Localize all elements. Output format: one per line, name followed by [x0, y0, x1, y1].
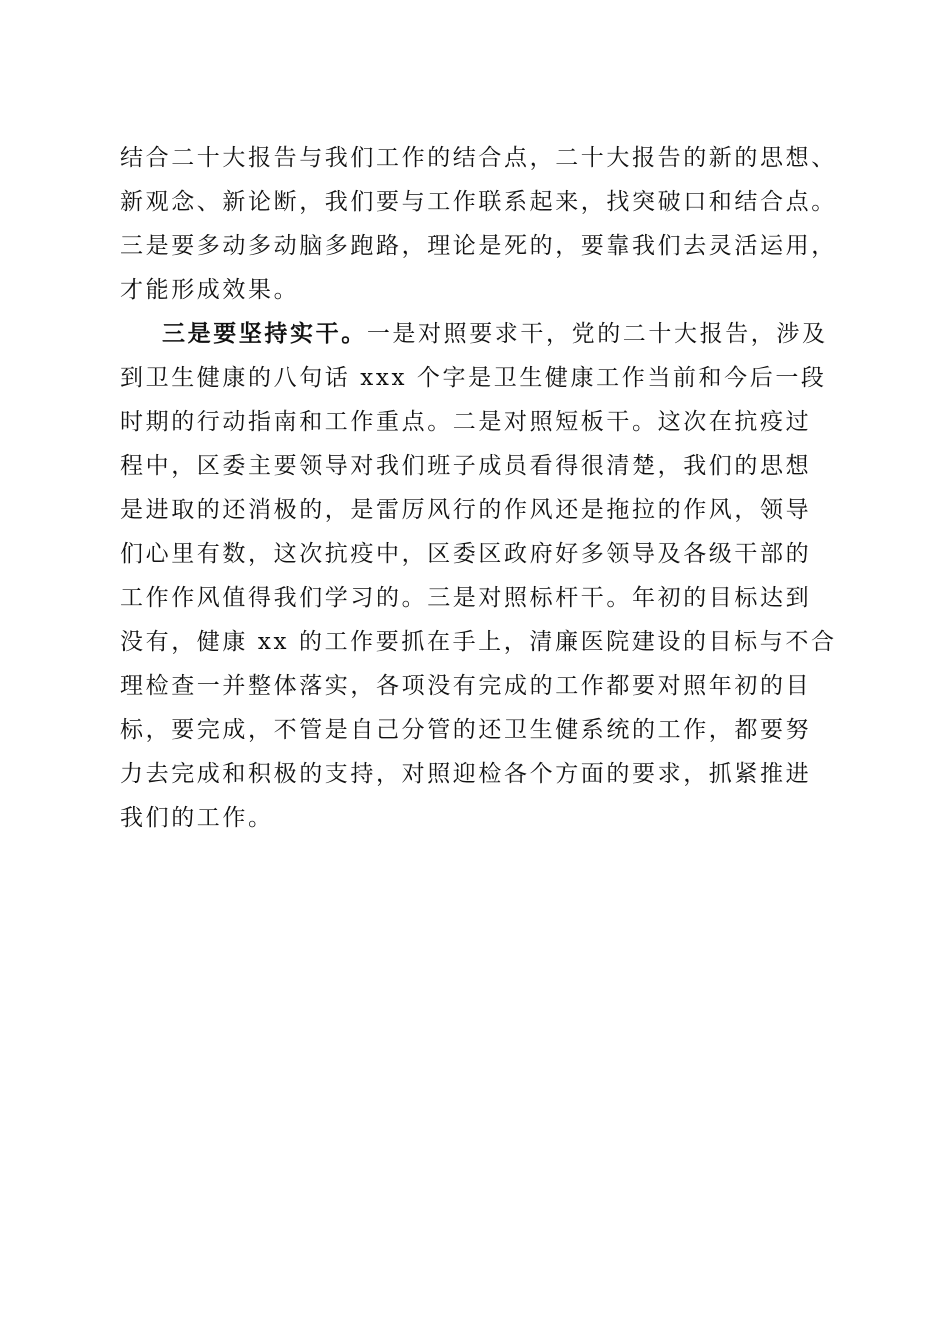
- text-line: 时期的行动指南和工作重点。二是对照短板干。这次在抗疫过: [120, 409, 812, 435]
- document-body: [120, 136, 837, 840]
- paragraph-2: [120, 312, 837, 840]
- text-line: 工作作风值得我们学习的。三是对照标杆干。年初的目标达到: [120, 585, 812, 611]
- text-line: 程中，区委主要领导对我们班子成员看得很清楚，我们的思想: [120, 453, 812, 479]
- text-line: 三是要多动多动脑多跑路，理论是死的，要靠我们去灵活运用，: [120, 233, 837, 259]
- paragraph-1: [120, 136, 837, 312]
- text-line: 们心里有数，这次抗疫中，区委区政府好多领导及各级干部的: [120, 541, 812, 567]
- paragraph-heading: 三是要坚持实干。: [162, 320, 367, 347]
- text-line: 没有，健康 xx 的工作要抓在手上，清廉医院建设的目标与不合: [120, 629, 837, 655]
- text-line: 新观念、新论断，我们要与工作联系起来，找突破口和结合点。: [120, 189, 837, 215]
- text-line: 我们的工作。: [120, 805, 274, 831]
- text-line: 结合二十大报告与我们工作的结合点，二十大报告的新的思想、: [120, 145, 837, 171]
- text-line: 力去完成和积极的支持，对照迎检各个方面的要求，抓紧推进: [120, 761, 812, 787]
- text-run: 一是对照要求干，党的二十大报告，涉及: [366, 321, 828, 347]
- text-line: 才能形成效果。: [120, 277, 300, 303]
- text-line: 是进取的还消极的，是雷厉风行的作风还是拖拉的作风，领导: [120, 497, 812, 523]
- text-line: 理检查一并整体落实，各项没有完成的工作都要对照年初的目: [120, 673, 812, 699]
- text-line: 标，要完成，不管是自己分管的还卫生健系统的工作，都要努: [120, 717, 812, 743]
- text-line: 到卫生健康的八句话 xxx 个字是卫生健康工作当前和今后一段: [120, 365, 827, 391]
- paragraph-first-line: [120, 312, 832, 356]
